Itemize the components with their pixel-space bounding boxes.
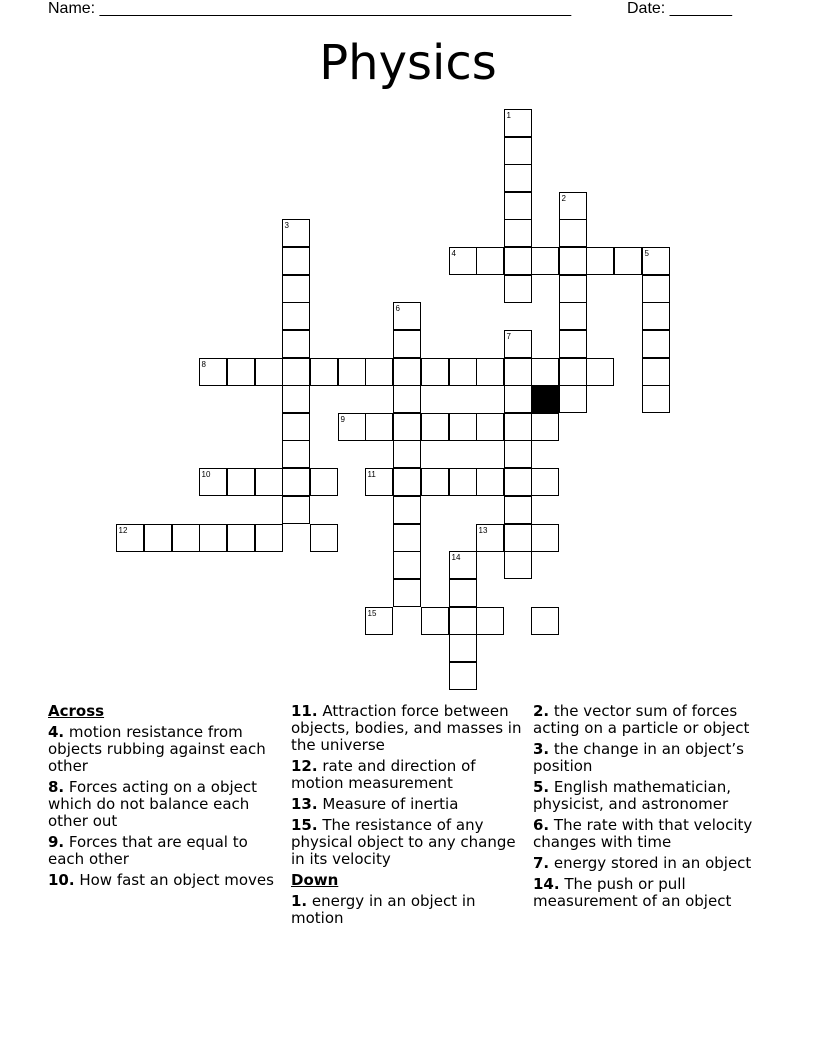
clue-down-5: 5. English mathematician, physicist, and astronomer <box>533 778 731 813</box>
crossword-cell[interactable] <box>449 662 477 690</box>
crossword-cell[interactable] <box>282 358 310 386</box>
crossword-cell[interactable] <box>421 468 449 496</box>
clue-across-9: 9. Forces that are equal to each other <box>48 833 248 868</box>
clue-across-4: 4. motion resistance from objects rubbing against each other <box>48 723 266 775</box>
crossword-cell[interactable] <box>476 607 504 635</box>
crossword-cell[interactable] <box>531 413 559 441</box>
crossword-cell[interactable] <box>338 358 366 386</box>
clue-number-6: 6 <box>395 303 400 313</box>
crossword-cell[interactable] <box>559 385 587 413</box>
clue-across-15: 15. The resistance of any physical object to any change in its velocity <box>291 816 516 868</box>
crossword-cell[interactable] <box>504 137 532 165</box>
crossword-black-cell <box>531 385 559 413</box>
clue-number-5: 5 <box>644 248 649 258</box>
crossword-cell[interactable] <box>642 330 670 358</box>
crossword-cell[interactable] <box>642 385 670 413</box>
crossword-cell[interactable] <box>531 358 559 386</box>
clue-down-6: 6. The rate with that velocity changes with time <box>533 816 753 851</box>
clue-number-2: 2 <box>561 193 566 203</box>
crossword-cell[interactable] <box>531 607 559 635</box>
clue-number-4: 4 <box>451 248 456 258</box>
clue-down-7: 7. energy stored in an object <box>533 854 752 872</box>
crossword-cell[interactable] <box>282 330 310 358</box>
crossword-cell[interactable] <box>642 358 670 386</box>
crossword-cell[interactable] <box>559 330 587 358</box>
crossword-cell[interactable] <box>449 579 477 607</box>
crossword-cell[interactable] <box>476 413 504 441</box>
crossword-cell[interactable] <box>393 385 421 413</box>
crossword-cell[interactable] <box>531 468 559 496</box>
crossword-cell[interactable] <box>586 247 614 275</box>
crossword-cell[interactable] <box>559 219 587 247</box>
clue-across-12: 12. rate and direction of motion measurement <box>291 757 476 792</box>
crossword-cell[interactable] <box>365 413 393 441</box>
crossword-cell[interactable] <box>642 275 670 303</box>
crossword-cell[interactable] <box>421 358 449 386</box>
crossword-cell[interactable] <box>531 247 559 275</box>
crossword-cell[interactable] <box>421 607 449 635</box>
clue-number-13: 13 <box>478 525 488 535</box>
clue-number-11: 11 <box>367 469 376 479</box>
crossword-cell[interactable] <box>255 468 283 496</box>
crossword-cell[interactable] <box>504 440 532 468</box>
crossword-cell[interactable] <box>393 496 421 524</box>
crossword-cell[interactable] <box>227 468 255 496</box>
crossword-cell[interactable] <box>449 413 477 441</box>
crossword-cell[interactable] <box>393 579 421 607</box>
crossword-cell[interactable] <box>504 358 532 386</box>
crossword-cell[interactable] <box>144 524 172 552</box>
crossword-cell[interactable] <box>449 634 477 662</box>
crossword-cell[interactable] <box>255 358 283 386</box>
clue-number-9: 9 <box>340 414 345 424</box>
clue-across-8: 8. Forces acting on a object which do not balance each other out <box>48 778 257 830</box>
crossword-cell[interactable] <box>282 413 310 441</box>
crossword-cell[interactable] <box>227 358 255 386</box>
clue-number-14: 14 <box>451 552 461 562</box>
crossword-cell[interactable] <box>282 440 310 468</box>
clues-column-1 <box>48 700 280 893</box>
crossword-cell[interactable] <box>393 440 421 468</box>
date-field[interactable]: Date: _______ <box>627 0 732 17</box>
clue-number-15: 15 <box>367 608 377 618</box>
clue-number-12: 12 <box>118 525 128 535</box>
crossword-cell[interactable] <box>365 358 393 386</box>
crossword-cell[interactable] <box>559 302 587 330</box>
clue-across-11: 11. Attraction force between objects, bodies, and masses in the universe <box>291 702 522 754</box>
clue-number-10: 10 <box>201 469 211 479</box>
clues-column-3 <box>533 700 773 914</box>
crossword-cell[interactable] <box>504 524 532 552</box>
crossword-cell[interactable] <box>393 330 421 358</box>
crossword-cell[interactable] <box>504 219 532 247</box>
crossword-cell[interactable] <box>449 358 477 386</box>
crossword-cell[interactable] <box>504 468 532 496</box>
clue-down-3: 3. the change in an object’s position <box>533 740 744 775</box>
clue-number-8: 8 <box>201 359 206 369</box>
crossword-cell[interactable] <box>449 607 477 635</box>
across-heading: Across <box>48 702 105 720</box>
crossword-cell[interactable] <box>476 358 504 386</box>
crossword-cell[interactable] <box>282 275 310 303</box>
clue-down-14: 14. The push or pull measurement of an object <box>533 875 732 910</box>
crossword-cell[interactable] <box>504 385 532 413</box>
crossword-cell[interactable] <box>172 524 200 552</box>
crossword-cell[interactable] <box>504 413 532 441</box>
clue-down-1: 1. energy in an object in motion <box>291 892 476 927</box>
crossword-cell[interactable] <box>199 524 227 552</box>
clue-number-1: 1 <box>506 110 511 120</box>
crossword-cell[interactable] <box>504 551 532 579</box>
crossword-cell[interactable] <box>504 192 532 220</box>
crossword-cell[interactable] <box>310 468 338 496</box>
crossword-cell[interactable] <box>310 524 338 552</box>
clue-down-2: 2. the vector sum of forces acting on a particle or object <box>533 702 750 737</box>
crossword-cell[interactable] <box>559 247 587 275</box>
crossword-cell[interactable] <box>504 164 532 192</box>
crossword-cell[interactable] <box>282 302 310 330</box>
crossword-cell[interactable] <box>642 302 670 330</box>
crossword-cell[interactable] <box>449 468 477 496</box>
clues-column-2 <box>291 700 527 931</box>
crossword-cell[interactable] <box>531 524 559 552</box>
crossword-cell[interactable] <box>476 247 504 275</box>
crossword-cell[interactable] <box>393 413 421 441</box>
crossword-cell[interactable] <box>282 247 310 275</box>
crossword-cell[interactable] <box>393 468 421 496</box>
crossword-cell[interactable] <box>255 524 283 552</box>
crossword-cell[interactable] <box>393 358 421 386</box>
crossword-cell[interactable] <box>282 496 310 524</box>
crossword-cell[interactable] <box>310 358 338 386</box>
clue-number-7: 7 <box>506 331 511 341</box>
down-heading: Down <box>291 871 339 889</box>
crossword-cell[interactable] <box>504 275 532 303</box>
crossword-cell[interactable] <box>504 247 532 275</box>
crossword-cell[interactable] <box>614 247 642 275</box>
page-title: Physics <box>319 35 497 91</box>
crossword-cell[interactable] <box>227 524 255 552</box>
clue-number-3: 3 <box>284 220 289 230</box>
crossword-cell[interactable] <box>476 468 504 496</box>
crossword-cell[interactable] <box>586 358 614 386</box>
name-field[interactable]: Name: _____________________________________________________ <box>48 0 572 17</box>
crossword-cell[interactable] <box>559 358 587 386</box>
clue-across-13: 13. Measure of inertia <box>291 795 459 813</box>
crossword-cell[interactable] <box>282 385 310 413</box>
crossword-cell[interactable] <box>421 413 449 441</box>
crossword-cell[interactable] <box>559 275 587 303</box>
crossword-cell[interactable] <box>393 524 421 552</box>
crossword-cell[interactable] <box>282 468 310 496</box>
crossword-cell[interactable] <box>393 551 421 579</box>
crossword-cell[interactable] <box>504 496 532 524</box>
clue-across-10: 10. How fast an object moves <box>48 871 274 889</box>
